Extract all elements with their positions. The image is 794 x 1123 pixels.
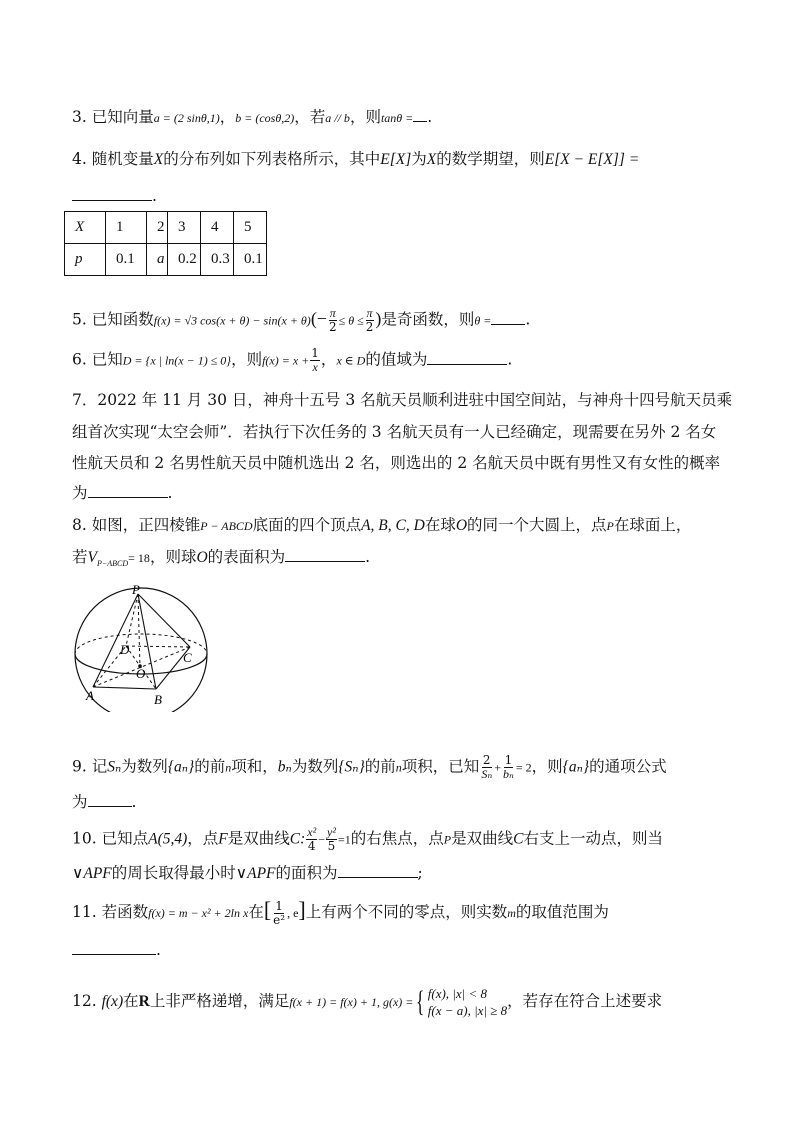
question-9-line-2: 为 . bbox=[72, 793, 137, 811]
label-C: C bbox=[183, 650, 192, 665]
table-cell: a bbox=[147, 244, 168, 276]
table-cell: p bbox=[65, 244, 106, 276]
question-11: 11. 若函数f(x) = m − x² + 2ln x在[ $\frac{1}{\text{e²}}$ , e]上有两个不同的零点，则实数m的取值范围为 bbox=[72, 897, 609, 927]
table-cell: 0.3 bbox=[201, 244, 234, 276]
question-8: 8. 如图，正四棱锥P − ABCD底面的四个顶点A, B, C, D在球O的同一个大圆上，点P在球面上， bbox=[72, 516, 692, 534]
vector-a: a = (2 sinθ,1) bbox=[153, 111, 220, 125]
vector-b: b = (cosθ,2) bbox=[235, 111, 295, 125]
question-10: 10. 已知点A(5,4)，点F是双曲线C: $\frac{\text{x²}}{4}$ − $\frac{\text{y²}}{5}$ =1的右焦点，点P是双曲线C右支上一动点，则当 bbox=[72, 825, 663, 853]
answer-blank bbox=[285, 547, 365, 562]
table-cell: 2 bbox=[147, 212, 168, 244]
table-cell: 0.2 bbox=[168, 244, 201, 276]
question-4-answer-line: . bbox=[72, 185, 724, 207]
question-8-line-2: 若$V_{P-ABCD}= 18$，则球O的表面积为 . bbox=[72, 548, 371, 569]
label-P: P bbox=[132, 584, 140, 597]
answer-blank bbox=[72, 186, 152, 201]
table-cell: 4 bbox=[201, 212, 234, 244]
question-3: 3. 已知向量a = (2 sinθ,1)，b = (cosθ,2)，若a // b，则tanθ = . bbox=[72, 108, 433, 126]
question-12: 12. f(x)在R上非严格递增，满足f(x + 1) = f(x) + 1, g(x) ={ f(x), |x| < 8 f(x − a), |x| ≥ 8 ，若存在符合上述要求 bbox=[72, 985, 663, 1018]
edge-AB bbox=[93, 687, 156, 689]
question-5: 5. 已知函数f(x) = √3 cos(x + θ) − sin(x + θ)(− $\frac{\pi}{2}$ ≤ θ ≤ $\frac{\pi}{2}$ )是奇函数，则θ = . bbox=[72, 306, 531, 334]
table-row bbox=[65, 244, 267, 276]
distribution-table bbox=[64, 211, 267, 276]
table-row bbox=[65, 212, 267, 244]
table-cell: 0.1 bbox=[234, 244, 267, 276]
answer-blank bbox=[413, 107, 427, 122]
table-cell: 0.1 bbox=[106, 244, 147, 276]
answer-blank bbox=[427, 350, 507, 365]
table-cell: 1 bbox=[106, 212, 147, 244]
question-7-line-2: 组首次实现“太空会师”．若执行下次任务的 3 名航天员有一人已经确定，现需要在另外 2 名女 bbox=[72, 423, 717, 441]
label-B: B bbox=[154, 692, 162, 707]
question-7-line-3: 性航天员和 2 名男性航天员中随机选出 2 名，则选出的 2 名航天员中既有男性又有女性的概率 bbox=[72, 454, 721, 472]
question-9: 9. 记Sₙ为数列{aₙ}的前n项和，bₙ为数列{Sₙ}的前n项积，已知 $\frac{2}{\text{Sₙ}}$ + $\frac{1}{\text{bₙ}}$ = 2，则{aₙ}的通项公式 bbox=[72, 753, 667, 781]
label-A: A bbox=[86, 688, 94, 703]
sphere-pyramid-figure bbox=[66, 584, 216, 712]
question-10-line-2: ∨APF的周长取得最小时∨APF的面积为 ; bbox=[72, 864, 423, 882]
answer-blank bbox=[491, 310, 525, 325]
answer-blank bbox=[88, 792, 132, 807]
question-7-line-1: 7．2022 年 11 月 30 日，神舟十五号 3 名航天员顺利进驻中国空间站，与神舟十四号航天员乘 bbox=[72, 391, 733, 409]
answer-blank bbox=[88, 483, 168, 498]
answer-blank bbox=[72, 940, 156, 955]
answer-blank bbox=[338, 863, 418, 878]
question-11-line-2: . bbox=[72, 939, 724, 961]
table-cell: 5 bbox=[234, 212, 267, 244]
table-cell: X bbox=[65, 212, 106, 244]
table-cell: 3 bbox=[168, 212, 201, 244]
question-4: 4. 随机变量X的分布列如下列表格所示，其中E[X]为X的数学期望，则E[X − E[X]] = bbox=[72, 150, 640, 168]
edge-DC bbox=[126, 646, 190, 647]
label-O: O bbox=[136, 666, 146, 681]
label-D: D bbox=[120, 642, 130, 657]
question-7-line-4: 为 . bbox=[72, 484, 173, 502]
edge-PD bbox=[126, 594, 138, 646]
question-6: 6. 已知D = {x | ln(x − 1) ≤ 0}，则f(x) = x + $\frac{1}{x}$ ，x ∈ D的值域为 . bbox=[72, 346, 513, 374]
